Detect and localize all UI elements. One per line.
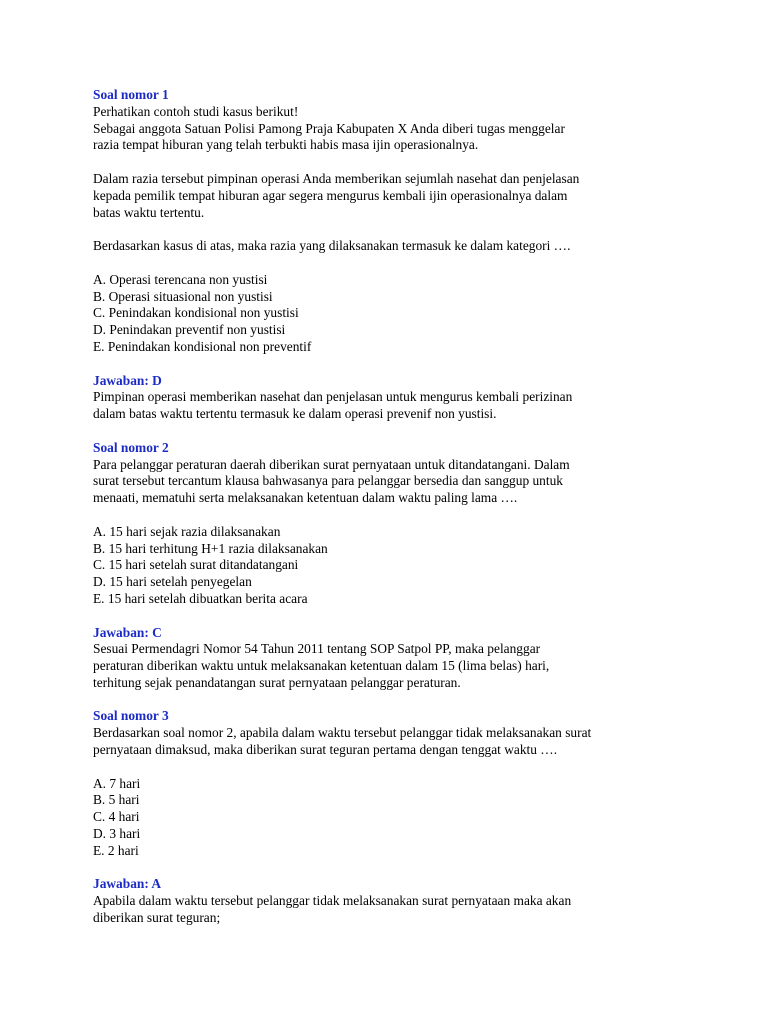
question-2-option-b: B. 15 hari terhitung H+1 razia dilaksanakan bbox=[93, 540, 328, 556]
question-1-option-c: C. Penindakan kondisional non yustisi bbox=[93, 305, 299, 321]
question-3-option-a: A. 7 hari bbox=[93, 775, 141, 791]
question-2-line: Para pelanggar peraturan daerah diberikan surat pernyataan untuk ditandatangani. Dalam bbox=[93, 456, 570, 472]
question-1-case-line: razia tempat hiburan yang telah terbukti habis masa ijin operasionalnya. bbox=[93, 137, 479, 153]
question-1-prompt: Berdasarkan kasus di atas, maka razia yang dilaksanakan termasuk ke dalam kategori …. bbox=[93, 238, 571, 254]
question-2-answer-line: terhitung sejak penandatangan surat pernyataan pelanggar peraturan. bbox=[93, 674, 461, 690]
question-2-option-d: D. 15 hari setelah penyegelan bbox=[93, 574, 252, 590]
question-3-option-c: C. 4 hari bbox=[93, 809, 140, 825]
question-3-line: pernyataan dimaksud, maka diberikan surat teguran pertama dengan tenggat waktu …. bbox=[93, 742, 558, 758]
question-1-option-b: B. Operasi situasional non yustisi bbox=[93, 288, 273, 304]
question-2-answer-line: peraturan diberikan waktu untuk melaksanakan ketentuan dalam 15 (lima belas) hari, bbox=[93, 658, 550, 674]
document-page bbox=[93, 87, 733, 927]
question-1-heading: Soal nomor 1 bbox=[93, 87, 169, 102]
question-2-answer-line: Sesuai Permendagri Nomor 54 Tahun 2011 tentang SOP Satpol PP, maka pelanggar bbox=[93, 641, 541, 657]
question-1-answer-heading: Jawaban: D bbox=[93, 372, 162, 388]
question-3-heading: Soal nomor 3 bbox=[93, 708, 169, 724]
question-2-option-e: E. 15 hari setelah dibuatkan berita acara bbox=[93, 590, 308, 606]
question-1-option-d: D. Penindakan preventif non yustisi bbox=[93, 322, 286, 338]
question-3-line: Berdasarkan soal nomor 2, apabila dalam waktu tersebut pelanggar tidak melaksanakan surat bbox=[93, 725, 592, 741]
question-2-answer-heading: Jawaban: C bbox=[93, 624, 162, 640]
question-1-case-line: batas waktu tertentu. bbox=[93, 204, 205, 220]
question-3-option-b: B. 5 hari bbox=[93, 792, 140, 808]
question-1-option-a: A. Operasi terencana non yustisi bbox=[93, 271, 268, 287]
question-3-option-e: E. 2 hari bbox=[93, 842, 139, 858]
question-1-answer-line: Pimpinan operasi memberikan nasehat dan penjelasan untuk mengurus kembali perizinan bbox=[93, 389, 573, 405]
question-1-option-e: E. Penindakan kondisional non preventif bbox=[93, 338, 312, 354]
question-1-case-line: Sebagai anggota Satuan Polisi Pamong Praja Kabupaten X Anda diberi tugas menggelar bbox=[93, 120, 565, 136]
question-1-intro: Perhatikan contoh studi kasus berikut! bbox=[93, 103, 299, 119]
question-3-option-d: D. 3 hari bbox=[93, 826, 141, 842]
question-2-line: surat tersebut tercantum klausa bahwasanya para pelanggar bersedia dan sanggup untuk bbox=[93, 473, 563, 489]
question-3-answer-line: Apabila dalam waktu tersebut pelanggar tidak melaksanakan surat pernyataan maka akan bbox=[93, 893, 572, 909]
question-2-heading: Soal nomor 2 bbox=[93, 439, 169, 455]
question-2-option-c: C. 15 hari setelah surat ditandatangani bbox=[93, 557, 299, 573]
question-3-answer-heading: Jawaban: A bbox=[93, 876, 162, 892]
question-1-case-line: kepada pemilik tempat hiburan agar segera mengurus kembali ijin operasionalnya dalam bbox=[93, 187, 568, 203]
question-2-line: menaati, mematuhi serta melaksanakan ketentuan dalam waktu paling lama …. bbox=[93, 490, 518, 506]
question-1-answer-line: dalam batas waktu tertentu termasuk ke dalam operasi prevenif non yustisi. bbox=[93, 406, 497, 422]
question-2-option-a: A. 15 hari sejak razia dilaksanakan bbox=[93, 523, 281, 539]
question-2 bbox=[93, 440, 733, 692]
question-3-answer-line: diberikan surat teguran; bbox=[93, 910, 221, 926]
question-3 bbox=[93, 708, 733, 926]
question-1 bbox=[93, 87, 733, 423]
question-1-case-line: Dalam razia tersebut pimpinan operasi Anda memberikan sejumlah nasehat dan penjelasan bbox=[93, 170, 580, 186]
